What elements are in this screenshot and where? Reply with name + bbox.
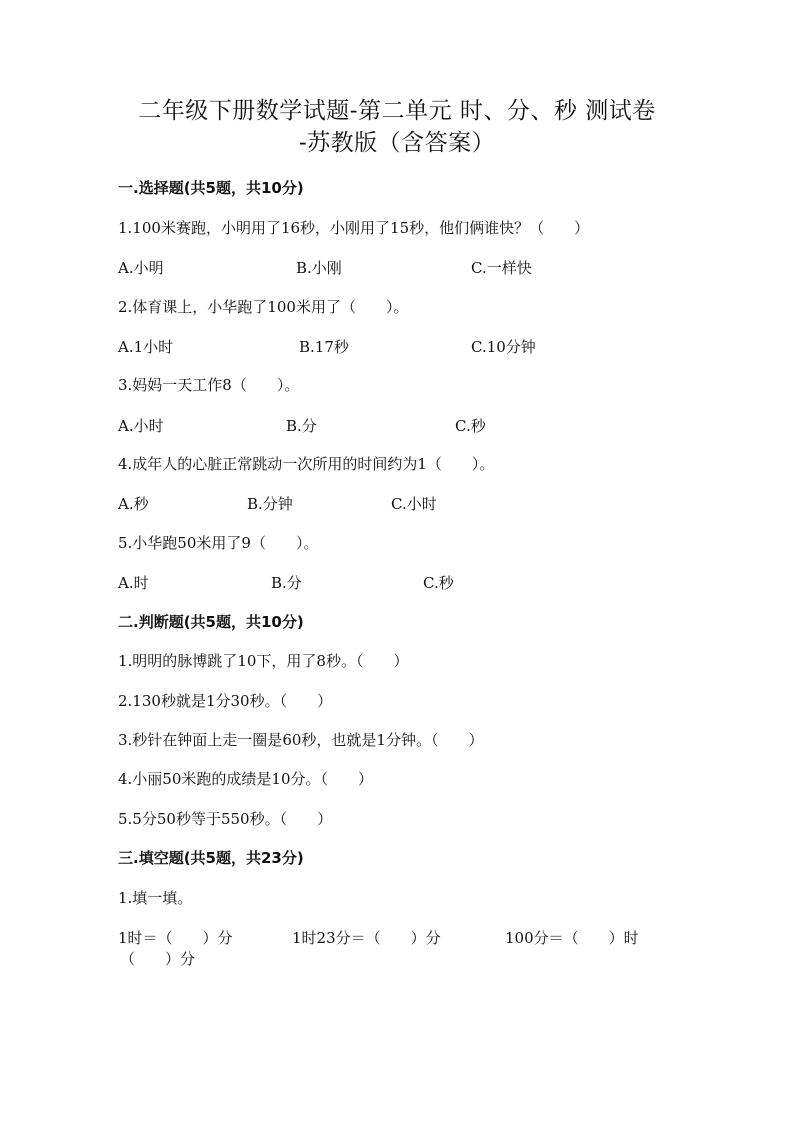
fill-blank-item: 1时23分＝（ ）分 — [292, 929, 441, 947]
option-b: B.小刚 — [296, 259, 342, 277]
question-text: 2.130秒就是1分30秒。（ ） — [118, 692, 333, 710]
option-a: A.1小时 — [118, 338, 174, 356]
question-text: 5.小华跑50米用了9（ ）。 — [118, 534, 319, 552]
question-text: 5.5分50秒等于550秒。（ ） — [118, 810, 333, 828]
option-c: C.秒 — [423, 574, 454, 592]
option-b: B.分 — [286, 417, 317, 435]
option-b: B.17秒 — [299, 338, 349, 356]
page-title-line2: -苏教版（含答案） — [298, 130, 496, 156]
question-text: 1.填一填。 — [118, 889, 193, 907]
question-text: 3.妈妈一天工作8（ ）。 — [118, 376, 300, 394]
option-a: A.小时 — [118, 417, 164, 435]
fill-blank-item: 1时＝（ ）分 — [118, 929, 233, 947]
option-c: C.10分钟 — [471, 338, 536, 356]
option-c: C.一样快 — [471, 259, 532, 277]
question-text: 4.小丽50米跑的成绩是10分。（ ） — [118, 770, 373, 788]
question-text: 1.明明的脉博跳了10下，用了8秒。（ ） — [118, 652, 409, 670]
option-c: C.小时 — [391, 495, 437, 513]
question-text: 2.体育课上，小华跑了100米用了（ ）。 — [118, 298, 409, 316]
option-a: A.时 — [118, 574, 149, 592]
question-text: 3.秒针在钟面上走一圈是60秒，也就是1分钟。（ ） — [118, 731, 484, 749]
option-b: B.分 — [271, 574, 302, 592]
option-a: A.秒 — [118, 495, 149, 513]
section-heading-judgement: 二.判断题(共5题，共10分) — [118, 613, 304, 631]
option-b: B.分钟 — [247, 495, 293, 513]
page-title-line1: 二年级下册数学试题-第二单元 时、分、秒 测试卷 — [138, 98, 656, 124]
option-a: A.小明 — [118, 259, 164, 277]
question-text: 1.100米赛跑，小明用了16秒，小刚用了15秒，他们俩谁快？（ ） — [118, 219, 590, 237]
option-c: C.秒 — [455, 417, 486, 435]
fill-blank-item: 100分＝（ ）时 — [505, 929, 639, 947]
question-text: 4.成年人的心脏正常跳动一次所用的时间约为1（ ）。 — [118, 455, 495, 473]
section-heading-choice: 一.选择题(共5题，共10分) — [118, 179, 304, 197]
section-heading-fill: 三.填空题(共5题，共23分) — [118, 849, 304, 867]
fill-blank-continuation: （ ）分 — [120, 950, 196, 968]
